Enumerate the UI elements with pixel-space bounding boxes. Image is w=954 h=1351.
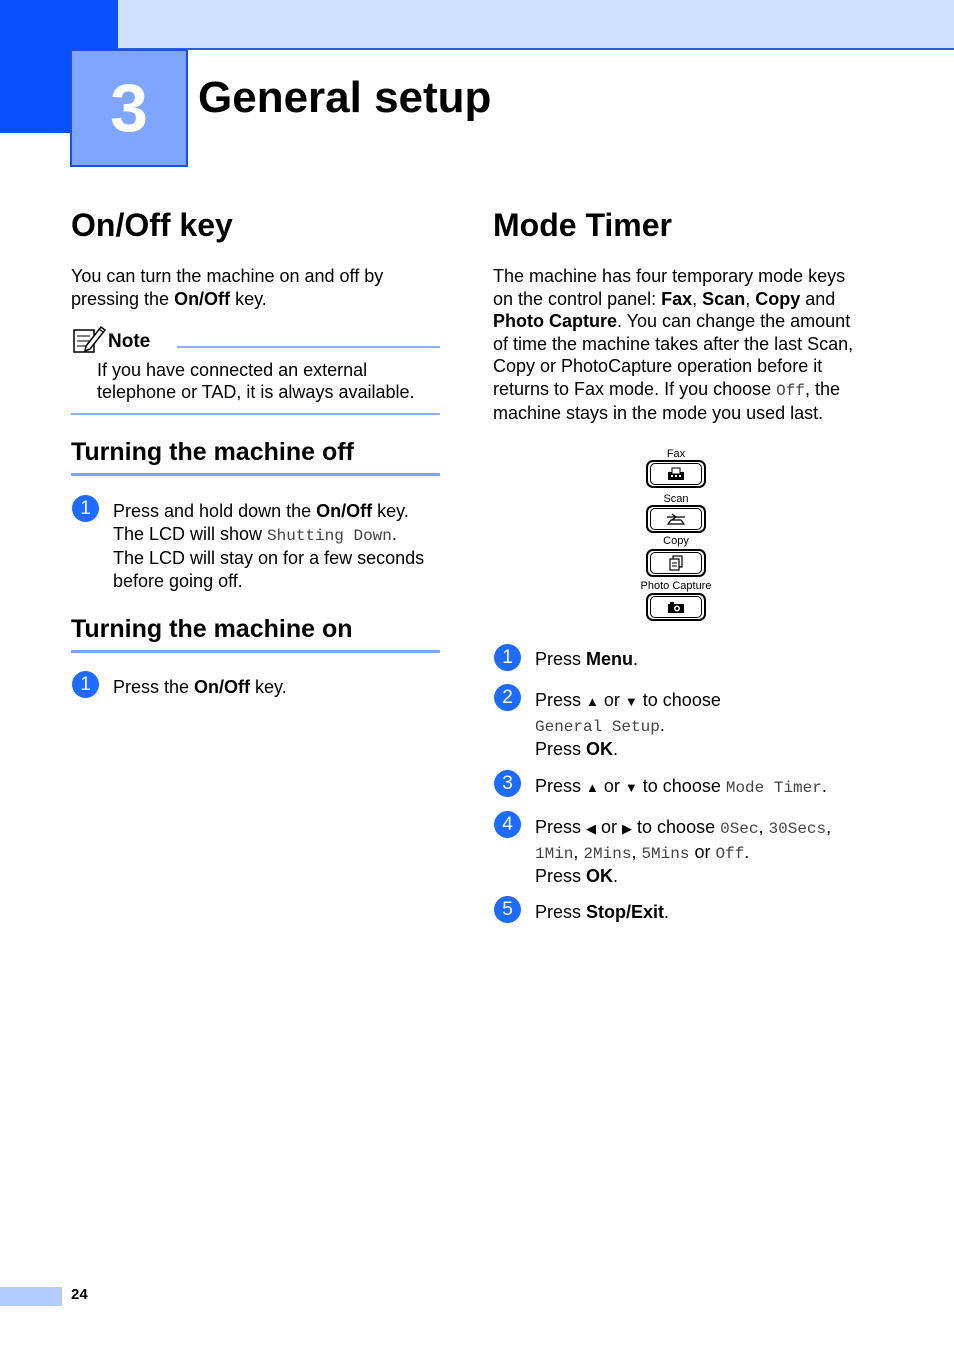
step-number: 4	[494, 811, 521, 838]
scan-key-label: Scan	[663, 493, 689, 505]
subsection-title-on: Turning the machine on	[71, 615, 353, 643]
copy-icon	[669, 555, 683, 571]
section-title-mode-timer: Mode Timer	[493, 207, 672, 243]
section-title-onoff: On/Off key	[71, 207, 233, 243]
onoff-intro: You can turn the machine on and off by pressing the On/Off key.	[71, 266, 384, 309]
step-number: 1	[72, 495, 99, 522]
note-text-line2: telephone or TAD, it is always available.	[97, 382, 415, 402]
off-step-text: Press and hold down the On/Off key. The LCD will show Shutting Down. The LCD will stay on for a few seconds before going off.	[113, 501, 425, 591]
copy-key	[646, 549, 706, 577]
subsection-title-off: Turning the machine off	[71, 438, 354, 466]
subsection-rule-off	[71, 473, 440, 476]
step-number: 1	[72, 671, 99, 698]
left-arrow-icon: ◀	[586, 821, 597, 836]
on-step-text: Press the On/Off key.	[113, 677, 287, 697]
down-arrow-icon: ▼	[624, 780, 638, 795]
note-top-rule	[177, 346, 440, 348]
page-number: 24	[71, 1286, 88, 1303]
subsection-rule-on	[71, 650, 440, 653]
step2-text: Press ▲ or ▼ to choose General Setup. Press OK.	[535, 690, 721, 759]
fax-icon	[667, 467, 685, 481]
photo-capture-key-label: Photo Capture	[640, 580, 712, 592]
copy-key-label: Copy	[663, 535, 689, 547]
camera-icon	[667, 601, 685, 614]
fax-key	[646, 460, 706, 488]
header-band	[0, 0, 954, 49]
chapter-title: General setup	[198, 73, 492, 122]
photo-capture-key	[646, 593, 706, 621]
scan-key	[646, 505, 706, 533]
step3-text: Press ▲ or ▼ to choose Mode Timer.	[535, 776, 827, 797]
note-text-line1: If you have connected an external	[97, 360, 368, 380]
step4-text: Press ◀ or ▶ to choose 0Sec, 30Secs, 1Min, 2Mins, 5Mins or Off. Press OK.	[535, 817, 832, 886]
chapter-number: 3	[70, 49, 188, 167]
footer-tab	[0, 1287, 62, 1306]
note-label: Note	[108, 331, 151, 352]
header-rule	[118, 48, 954, 50]
up-arrow-icon: ▲	[586, 694, 599, 709]
scan-icon	[666, 512, 686, 526]
down-arrow-icon: ▼	[624, 694, 638, 709]
step-number: 1	[494, 644, 521, 671]
mode-timer-intro: The machine has four temporary mode keys on the control panel: Fax, Scan, Copy and Photo Capture. You can change the amount of time the machine takes after the last Scan, Copy or PhotoCapture operation before it returns to Fax mode. If you choose Off, the machine stays in the mode you used last.	[493, 266, 854, 423]
note-pencil-icon	[72, 324, 106, 354]
right-arrow-icon: ▶	[622, 821, 633, 836]
step-number: 5	[494, 896, 521, 923]
step-number: 3	[494, 770, 521, 797]
step-number: 2	[494, 684, 521, 711]
fax-key-label: Fax	[666, 448, 686, 460]
note-bottom-rule	[71, 413, 440, 415]
step5-text: Press Stop/Exit.	[535, 902, 670, 922]
step1-text: Press Menu.	[535, 649, 639, 669]
up-arrow-icon: ▲	[586, 780, 599, 795]
